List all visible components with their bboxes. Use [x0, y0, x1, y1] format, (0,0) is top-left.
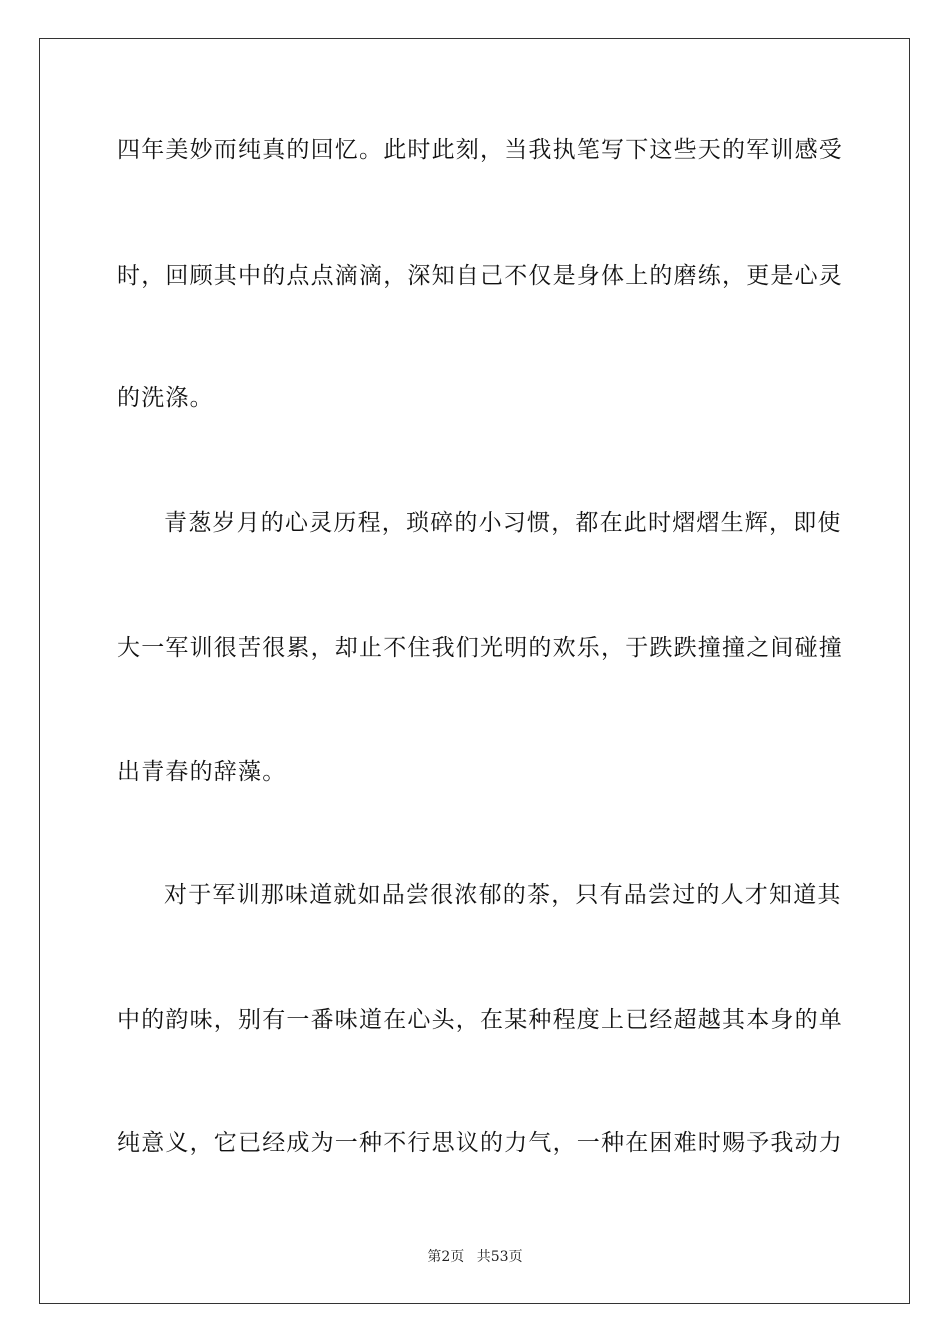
- text-line: 四年美妙而纯真的回忆。此时此刻，当我执笔写下这些天的军训感受: [117, 137, 843, 163]
- text-line: 纯意义，它已经成为一种不行思议的力气，一种在困难时赐予我动力: [117, 1130, 843, 1156]
- page-total: 共53页: [476, 1249, 523, 1265]
- paragraph-first-line: 对于军训那味道就如品尝很浓郁的茶，只有品尝过的人才知道其: [164, 882, 842, 908]
- text-line: 的洗涤。: [117, 385, 214, 411]
- text-line: 出青春的辞藻。: [117, 759, 287, 785]
- text-line: 时，回顾其中的点点滴滴，深知自己不仅是身体上的磨练，更是心灵: [117, 263, 843, 289]
- text-line: 大一军训很苦很累，却止不住我们光明的欢乐，于跌跌撞撞之间碰撞: [117, 635, 843, 661]
- page-border: [39, 38, 910, 1304]
- text-line: 中的韵味，别有一番味道在心头，在某种程度上已经超越其本身的单: [117, 1007, 843, 1033]
- page-number: 第2页: [427, 1249, 465, 1265]
- page-footer: [0, 1248, 950, 1266]
- paragraph-first-line: 青葱岁月的心灵历程，琐碎的小习惯，都在此时熠熠生辉，即使: [164, 510, 842, 536]
